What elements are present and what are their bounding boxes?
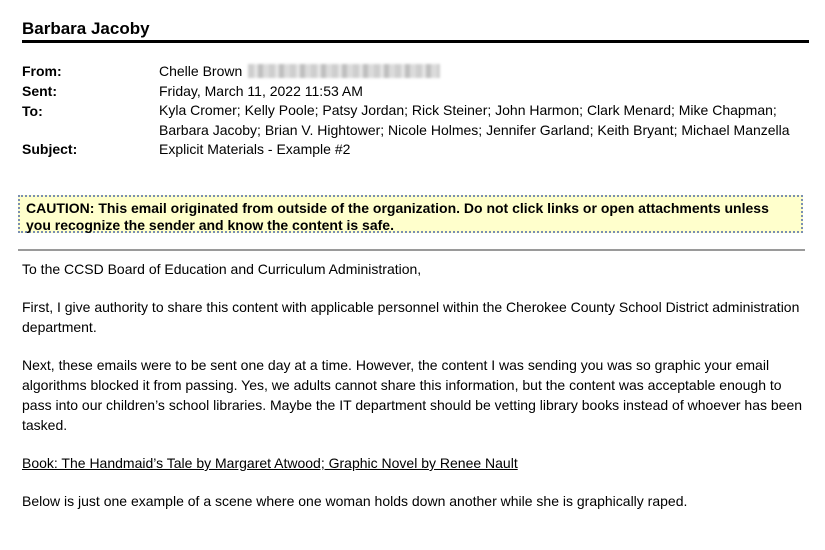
sent-label: Sent: (22, 83, 57, 99)
to-label: To: (22, 103, 43, 119)
subject-label: Subject: (22, 141, 78, 157)
body-greeting: To the CCSD Board of Education and Curriculum Administration, (22, 261, 422, 277)
header-divider (22, 40, 809, 43)
redacted-email-address (248, 64, 440, 78)
to-recipients: Kyla Cromer; Kelly Poole; Patsy Jordan; Rick Steiner; John Harmon; Clark Menard; Mike Chapman; Barbara Jacoby; Brian V. Hightower; Nicole Holmes; Jennifer Garland; Keith Bryant; Michael Manzella (159, 102, 790, 138)
sent-value: Friday, March 11, 2022 11:53 AM (159, 83, 363, 99)
book-title-line: Book: The Handmaid’s Tale by Margaret Atwood; Graphic Novel by Renee Nault (22, 455, 518, 471)
body-paragraph-3: Below is just one example of a scene where one woman holds down another while she is graphically raped. (22, 493, 688, 509)
subject-value: Explicit Materials - Example #2 (159, 141, 351, 157)
from-value (159, 61, 809, 81)
mailbox-owner-name: Barbara Jacoby (22, 19, 150, 38)
body-divider (18, 249, 805, 251)
body-paragraph-2: Next, these emails were to be sent one day at a time. However, the content I was sending you was so graphic your email algorithms blocked it from passing. Yes, we adults cannot share this information, but the content was acceptable enough to pass into our children’s school libraries. Maybe the IT department should be vetting library books instead of whoever has been tasked. (22, 357, 803, 433)
from-label: From: (22, 63, 62, 79)
sender-name: Chelle Brown (159, 63, 243, 79)
body-paragraph-1: First, I give authority to share this content with applicable personnel within the Cherokee County School District administration department. (22, 299, 800, 335)
external-sender-caution-banner: CAUTION: This email originated from outside of the organization. Do not click links or open attachments unless you recognize the sender and know the content is safe. (18, 195, 803, 233)
